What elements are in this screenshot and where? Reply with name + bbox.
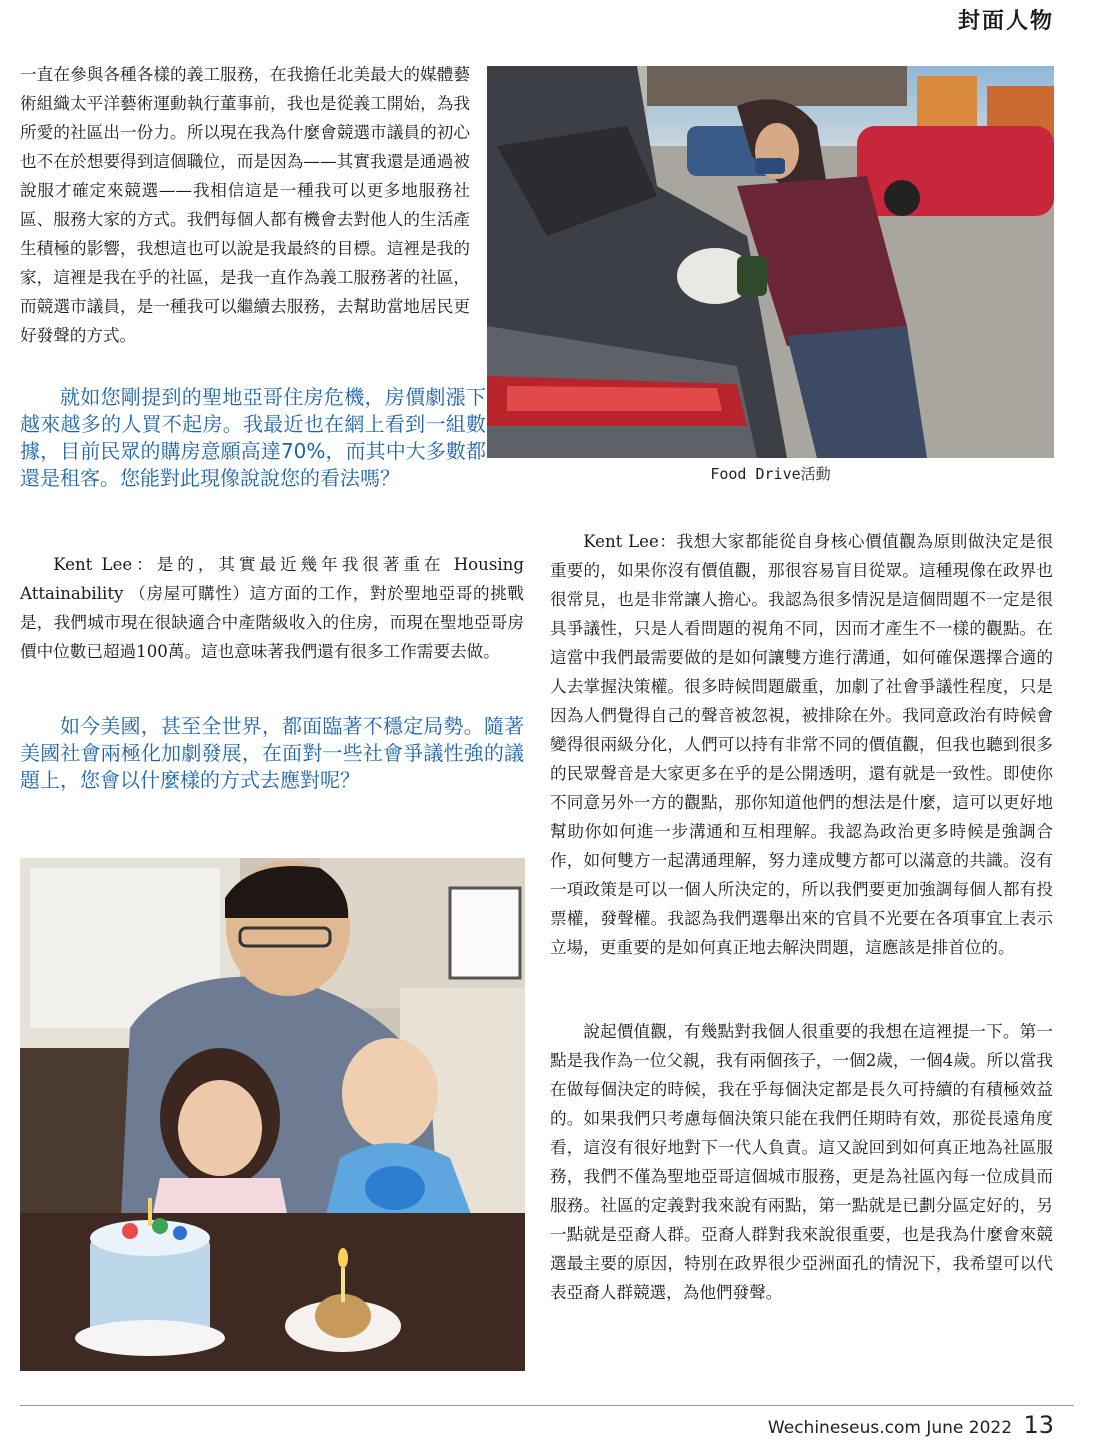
footer-site: Wechineseus.com bbox=[767, 1418, 921, 1438]
footer-rule bbox=[20, 1405, 1074, 1406]
family-birthday-photo bbox=[20, 858, 525, 1371]
food-drive-photo bbox=[487, 66, 1054, 458]
food-drive-caption: Food Drive活動 bbox=[710, 465, 831, 483]
section-title: 封面人物 bbox=[957, 8, 1054, 34]
question-2: 如今美國，甚至全世界，都面臨著不穩定局勢。隨著美國社會兩極化加劇發展，在面對一些社會爭議性強的議題上，您會以什麼樣的方式去應對呢？ bbox=[20, 714, 524, 792]
intro-paragraph: 一直在參與各種各樣的義工服務，在我擔任北美最大的媒體藝術組織太平洋藝術運動執行董事前，我也是從義工開始，為我所愛的社區出一份力。所以現在我為什麼會競選市議員的初心也不在於想要得到這個職位，而是因為——其實我還是通過被說服才確定來競選——我相信這是一種我可以更多地服務社區、服務大家的方式。我們每個人都有機會去對他人的生活產生積極的影響，我想這也可以說是我最終的目標。這裡是我的家，這裡是我在乎的社區，是我一直作為義工服務著的社區，而競選市議員，是一種我可以繼續去服務，去幫助當地居民更好發聲的方式。 bbox=[20, 65, 470, 345]
footer bbox=[768, 1411, 1054, 1439]
answer-3: 說起價值觀，有幾點對我個人很重要的我想在這裡提一下。第一點是我作為一位父親，我有兩個孩子，一個2歲，一個4歲。所以當我在做每個決定的時候，我在乎每個決定都是長久可持續的有積極效益的。如果我們只考慮每個決策只能在我們任期時有效，那從長遠角度看，這沒有很好地對下一代人負責。這又說回到如何真正地為社區服務，我們不僅為聖地亞哥這個城市服務，更是為社區內每一位成員而服務。社區的定義對我來說有兩點，第一點就是已劃分區定好的，另一點就是亞裔人群。亞裔人群對我來說很重要，也是我為什麼會來競選最主要的原因，特別在政界很少亞洲面孔的情況下，我希望可以代表亞裔人群競選，為他們發聲。 bbox=[550, 1022, 1053, 1302]
page-number: 13 bbox=[1023, 1411, 1054, 1439]
question-1: 就如您剛提到的聖地亞哥住房危機，房價劇漲下越來越多的人買不起房。我最近也在網上看到一組數據，目前民眾的購房意願高達70%，而其中大多數都還是租客。您能對此現像說說您的看法嗎？ bbox=[20, 385, 486, 490]
answer-1: Kent Lee：是的，其實最近幾年我很著重在 Housing Attainability （房屋可購性）這方面的工作，對於聖地亞哥的挑戰是，我們城市現在很缺適合中產階級收入的住房，而現在聖地亞哥房價中位數已超過100萬。這也意味著我們還有很多工作需要去做。 bbox=[20, 555, 524, 661]
footer-issue: June 2022 bbox=[926, 1418, 1013, 1438]
answer-2: Kent Lee：我想大家都能從自身核心價值觀為原則做決定是很重要的，如果你沒有價值觀，那很容易盲目從眾。這種現像在政界也很常見，也是非常讓人擔心。我認為很多情況是這個問題不一定是很具爭議性，只是人看問題的視角不同，因而才產生不一樣的觀點。在這當中我們最需要做的是如何讓雙方進行溝通，如何確保選擇合適的人去掌握決策權。很多時候問題嚴重，加劇了社會爭議性程度，只是因為人們覺得自己的聲音被忽視，被排除在外。我同意政治有時候會變得很兩級分化，人們可以持有非常不同的價值觀，但我也聽到很多的民眾聲音是大家更多在乎的是公開透明，還有就是一致性。即使你不同意另外一方的觀點，那你知道他們的想法是什麼，這可以更好地幫助你如何進一步溝通和互相理解。我認為政治更多時候是強調合作，如何雙方一起溝通理解，努力達成雙方都可以滿意的共識。沒有一項政策是可以一個人所決定的，所以我們要更加強調每個人都有投票權，發聲權。我認為我們選舉出來的官員不光要在各項事宜上表示立場，更重要的是如何真正地去解決問題，這應該是排首位的。 bbox=[550, 532, 1053, 957]
